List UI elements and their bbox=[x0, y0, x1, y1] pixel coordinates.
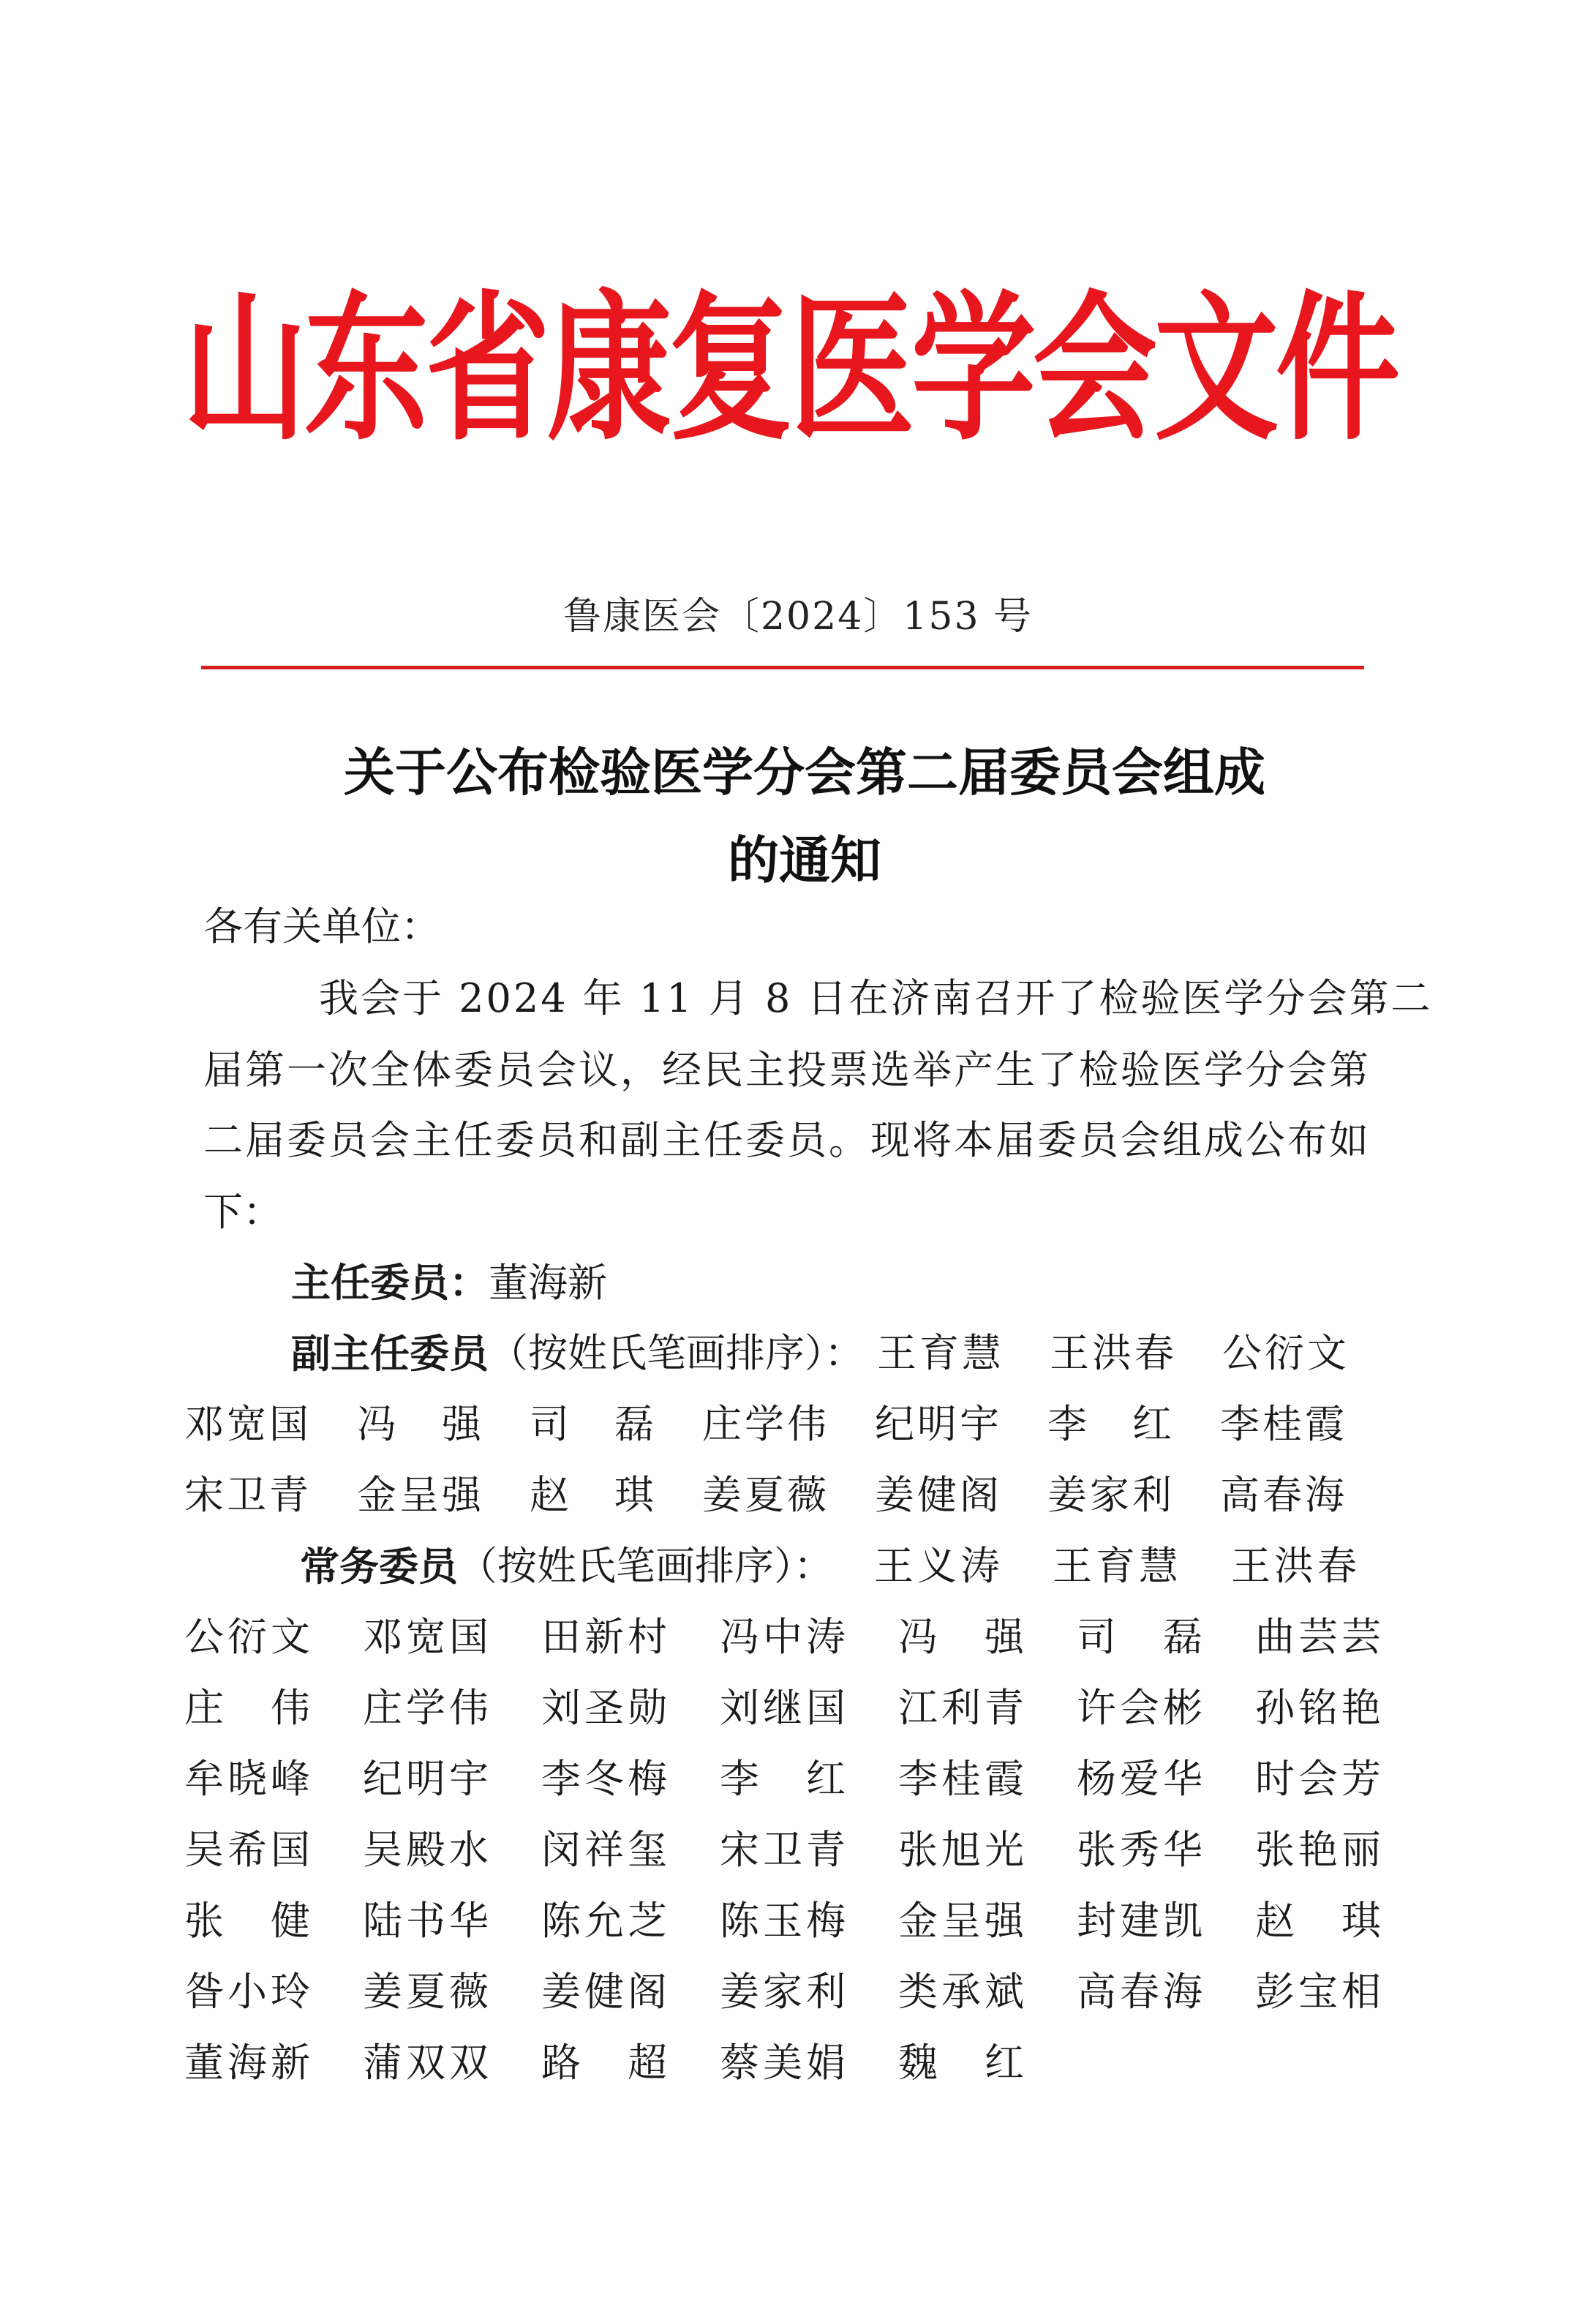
member-name: 许会彬 bbox=[1077, 1685, 1202, 1731]
member-name: 孙铭艳 bbox=[1255, 1685, 1381, 1731]
member-name: 冯 强 bbox=[357, 1401, 481, 1447]
standing-member-row-3 bbox=[184, 1754, 1381, 1805]
member-name: 田新村 bbox=[541, 1614, 667, 1660]
member-name: 邓宽国 bbox=[363, 1614, 489, 1660]
member-name: 姜家利 bbox=[720, 1969, 846, 2015]
member-name: 庄学伟 bbox=[363, 1685, 489, 1731]
document-number: 鲁康医会〔2024〕153 号 bbox=[562, 595, 1034, 639]
vice-chair-heading-line bbox=[291, 1328, 1347, 1379]
member-name: 董海新 bbox=[184, 2040, 310, 2086]
salutation: 各有关单位： bbox=[203, 903, 440, 950]
standing-member-row-6 bbox=[184, 1966, 1381, 2018]
member-name: 赵 琪 bbox=[530, 1472, 654, 1518]
member-name: 冯 强 bbox=[898, 1614, 1024, 1660]
member-name: 时会芳 bbox=[1255, 1756, 1381, 1802]
member-name: 姜健阁 bbox=[541, 1969, 667, 2015]
member-name: 邓宽国 bbox=[184, 1401, 309, 1447]
member-name: 封建凯 bbox=[1077, 1898, 1202, 1944]
member-name: 李 红 bbox=[1047, 1401, 1172, 1447]
member-name: 宋卫青 bbox=[720, 1827, 846, 1873]
member-name: 司 磊 bbox=[1077, 1614, 1202, 1660]
standing-member-row-4 bbox=[184, 1825, 1381, 1876]
member-name: 金呈强 bbox=[898, 1898, 1024, 1944]
member-name: 王义涛 bbox=[874, 1543, 1000, 1589]
org-header-title: 山东省康复医学会文件 bbox=[183, 277, 1398, 462]
member-name: 纪明宇 bbox=[875, 1401, 999, 1447]
member-name: 姜家利 bbox=[1047, 1472, 1172, 1518]
member-name: 庄 伟 bbox=[184, 1685, 310, 1731]
vice-chair-label: 副主任委员 bbox=[291, 1330, 489, 1377]
red-divider-rule bbox=[201, 666, 1364, 669]
member-name: 张 健 bbox=[184, 1898, 310, 1944]
member-name: 高春海 bbox=[1220, 1472, 1344, 1518]
member-name: 吴希国 bbox=[184, 1827, 310, 1873]
notice-title-line-2: 的通知 bbox=[728, 830, 881, 890]
member-name: 李桂霞 bbox=[898, 1756, 1024, 1802]
member-name: 赵 琪 bbox=[1255, 1898, 1381, 1944]
chair-line bbox=[291, 1257, 607, 1309]
body-paragraph-line-1: 我会于 2024 年 11 月 8 日在济南召开了检验医学分会第二 bbox=[319, 975, 1433, 1021]
member-name: 张秀华 bbox=[1077, 1827, 1202, 1873]
standing-member-row-7 bbox=[184, 2037, 1077, 2089]
member-name: 刘继国 bbox=[720, 1685, 846, 1731]
member-name: 陈玉梅 bbox=[720, 1898, 846, 1944]
member-name: 公衍文 bbox=[1222, 1330, 1347, 1376]
member-name: 张旭光 bbox=[898, 1827, 1024, 1873]
member-name: 杨爱华 bbox=[1077, 1756, 1202, 1802]
member-name: 王洪春 bbox=[1231, 1543, 1357, 1589]
member-name: 高春海 bbox=[1077, 1969, 1202, 2015]
member-name: 李 红 bbox=[720, 1756, 846, 1802]
member-name: 张艳丽 bbox=[1255, 1827, 1381, 1873]
vice-chair-row-2 bbox=[184, 1470, 1344, 1521]
member-name: 姜健阁 bbox=[875, 1472, 999, 1518]
member-name: 刘圣勋 bbox=[541, 1685, 667, 1731]
member-name: 昝小玲 bbox=[184, 1969, 310, 2015]
standing-member-row-5 bbox=[184, 1896, 1381, 1947]
member-name: 冯中涛 bbox=[720, 1614, 846, 1660]
standing-member-label: 常务委员 bbox=[300, 1543, 458, 1590]
member-name: 王育慧 bbox=[877, 1330, 1001, 1376]
member-name: 王育慧 bbox=[1053, 1543, 1178, 1589]
member-name: 庄学伟 bbox=[702, 1401, 827, 1447]
body-paragraph-line-4: 下： bbox=[203, 1189, 282, 1235]
member-name: 魏 红 bbox=[898, 2040, 1024, 2086]
body-paragraph-line-2: 届第一次全体委员会议，经民主投票选举产生了检验医学分会第 bbox=[203, 1047, 1371, 1093]
member-name: 姜夏薇 bbox=[363, 1969, 489, 2015]
member-name: 陈允芝 bbox=[541, 1898, 667, 1944]
member-name: 江利青 bbox=[898, 1685, 1024, 1731]
member-name: 蔡美娟 bbox=[720, 2040, 846, 2086]
member-name: 牟晓峰 bbox=[184, 1756, 310, 1802]
member-name: 宋卫青 bbox=[184, 1472, 309, 1518]
member-name: 姜夏薇 bbox=[702, 1472, 827, 1518]
chair-label: 主任委员： bbox=[291, 1259, 489, 1306]
member-name: 吴殿水 bbox=[363, 1827, 489, 1873]
standing-member-row-1 bbox=[184, 1612, 1381, 1663]
member-name: 李冬梅 bbox=[541, 1756, 667, 1802]
standing-member-row-2 bbox=[184, 1683, 1381, 1734]
body-paragraph-line-3: 二届委员会主任委员和副主任委员。现将本届委员会组成公布如 bbox=[203, 1117, 1371, 1163]
member-name: 类承斌 bbox=[898, 1969, 1024, 2015]
member-name: 公衍文 bbox=[184, 1614, 310, 1660]
notice-title-line-1: 关于公布检验医学分会第二届委员会组成 bbox=[344, 742, 1265, 803]
member-name: 彭宝相 bbox=[1255, 1969, 1381, 2015]
member-name: 王洪春 bbox=[1050, 1330, 1174, 1376]
member-name: 蒲双双 bbox=[363, 2040, 489, 2086]
vice-chair-sort-note: （按姓氏笔画排序）： bbox=[489, 1330, 864, 1376]
member-name: 李桂霞 bbox=[1220, 1401, 1344, 1447]
member-name: 路 超 bbox=[541, 2040, 667, 2086]
member-name: 陆书华 bbox=[363, 1898, 489, 1944]
member-name: 曲芸芸 bbox=[1255, 1614, 1381, 1660]
vice-chair-row-1 bbox=[184, 1399, 1344, 1450]
member-name: 司 磊 bbox=[530, 1401, 654, 1447]
standing-member-sort-note: （按姓氏笔画排序）： bbox=[458, 1543, 833, 1589]
standing-member-heading-line bbox=[300, 1541, 1357, 1592]
member-name: 金呈强 bbox=[357, 1472, 481, 1518]
chair-name: 董海新 bbox=[489, 1260, 607, 1306]
member-name: 闵祥玺 bbox=[541, 1827, 667, 1873]
member-name: 纪明宇 bbox=[363, 1756, 489, 1802]
